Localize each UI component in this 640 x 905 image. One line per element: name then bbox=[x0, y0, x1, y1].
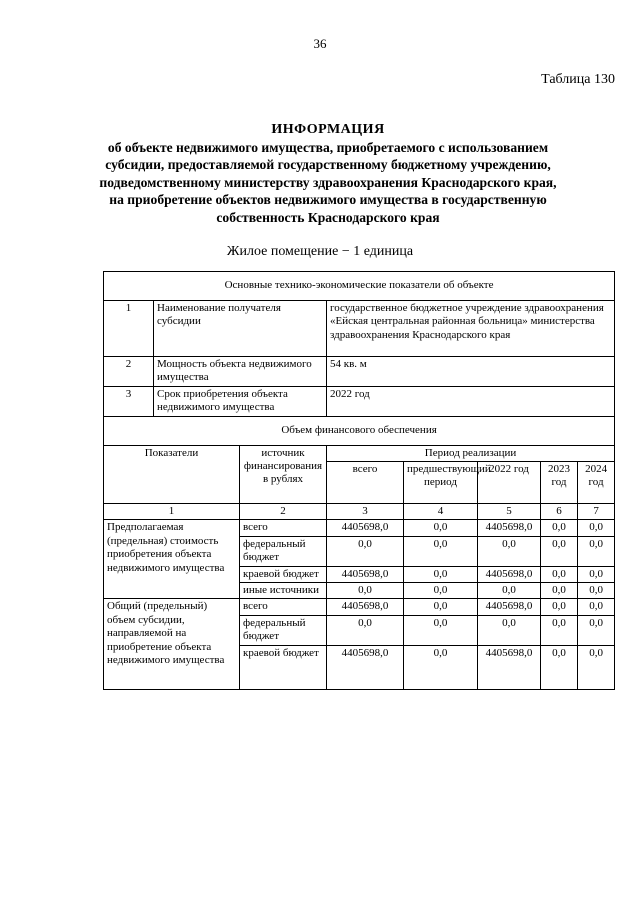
value-cell: 0,0 bbox=[578, 536, 615, 566]
source-cell: федеральный бюджет bbox=[240, 615, 327, 645]
column-number: 4 bbox=[404, 504, 478, 520]
column-number: 6 bbox=[541, 504, 578, 520]
fin-header-row bbox=[104, 445, 615, 461]
source-cell: всего bbox=[240, 520, 327, 536]
table-row bbox=[104, 599, 615, 615]
document-title: ИНФОРМАЦИЯ bbox=[271, 122, 385, 137]
info-row-value: 54 кв. м bbox=[327, 357, 615, 387]
info-row-label: Наименование получателя субсидии bbox=[154, 301, 327, 357]
header-previous: предшествующий период bbox=[404, 462, 478, 504]
column-number: 1 bbox=[104, 504, 240, 520]
value-cell: 0,0 bbox=[578, 566, 615, 582]
header-total: всего bbox=[327, 462, 404, 504]
indicator-cell: Предполагаемая (предельная) стоимость приобретения объекта недвижимого имущества bbox=[104, 520, 240, 599]
column-number: 7 bbox=[578, 504, 615, 520]
value-cell: 0,0 bbox=[404, 615, 478, 645]
value-cell: 0,0 bbox=[541, 645, 578, 689]
source-cell: краевой бюджет bbox=[240, 566, 327, 582]
value-cell: 0,0 bbox=[478, 536, 541, 566]
info-row-label: Мощность объекта недвижимого имущества bbox=[154, 357, 327, 387]
section2-header: Объем финансового обеспечения bbox=[104, 416, 615, 445]
value-cell: 4405698,0 bbox=[478, 566, 541, 582]
value-cell: 0,0 bbox=[578, 599, 615, 615]
info-row bbox=[104, 301, 615, 357]
source-cell: федеральный бюджет bbox=[240, 536, 327, 566]
source-cell: всего bbox=[240, 599, 327, 615]
indicator-cell: Общий (предельный) объем субсидии, направляемой на приобретение объекта недвижимого имущества bbox=[104, 599, 240, 689]
value-cell: 0,0 bbox=[541, 615, 578, 645]
info-row-number: 3 bbox=[104, 386, 154, 416]
source-cell: иные источники bbox=[240, 583, 327, 599]
value-cell: 0,0 bbox=[578, 645, 615, 689]
subtitle-line: собственность Краснодарского края bbox=[216, 209, 440, 225]
value-cell: 0,0 bbox=[404, 599, 478, 615]
value-cell: 4405698,0 bbox=[327, 599, 404, 615]
document-heading bbox=[88, 121, 568, 227]
info-table bbox=[103, 271, 615, 690]
subtitle-line: подведомственному министерству здравоохранения Краснодарского края, bbox=[99, 174, 557, 190]
info-row bbox=[104, 357, 615, 387]
value-cell: 0,0 bbox=[478, 583, 541, 599]
value-cell: 4405698,0 bbox=[327, 520, 404, 536]
section1-header: Основные технико-экономические показатели об объекте bbox=[104, 272, 615, 301]
value-cell: 0,0 bbox=[541, 583, 578, 599]
object-line: Жилое помещение − 1 единица bbox=[226, 244, 414, 259]
page-number: 36 bbox=[313, 36, 327, 51]
value-cell: 0,0 bbox=[327, 615, 404, 645]
value-cell: 4405698,0 bbox=[478, 599, 541, 615]
header-2022: 2022 год bbox=[478, 462, 541, 504]
value-cell: 0,0 bbox=[578, 615, 615, 645]
table-row bbox=[104, 520, 615, 536]
value-cell: 4405698,0 bbox=[327, 645, 404, 689]
value-cell: 0,0 bbox=[404, 645, 478, 689]
value-cell: 0,0 bbox=[327, 583, 404, 599]
header-2024: 2024 год bbox=[578, 462, 615, 504]
section1-header-row bbox=[104, 272, 615, 301]
value-cell: 0,0 bbox=[541, 536, 578, 566]
column-number: 5 bbox=[478, 504, 541, 520]
value-cell: 0,0 bbox=[404, 583, 478, 599]
info-row-number: 2 bbox=[104, 357, 154, 387]
header-period: Период реализации bbox=[327, 445, 615, 461]
info-row-value: государственное бюджетное учреждение здравоохранения «Ейская центральная районная больница» министерства здравоохранения Краснодарского края bbox=[327, 301, 615, 357]
value-cell: 0,0 bbox=[541, 520, 578, 536]
section2-header-row bbox=[104, 416, 615, 445]
value-cell: 0,0 bbox=[404, 566, 478, 582]
info-row-label: Срок приобретения объекта недвижимого имущества bbox=[154, 386, 327, 416]
column-number: 2 bbox=[240, 504, 327, 520]
header-indicators: Показатели bbox=[104, 445, 240, 503]
value-cell: 0,0 bbox=[541, 599, 578, 615]
value-cell: 0,0 bbox=[541, 566, 578, 582]
subtitle-line: об объекте недвижимого имущества, приобретаемого с использованием bbox=[107, 139, 549, 155]
value-cell: 4405698,0 bbox=[478, 645, 541, 689]
value-cell: 4405698,0 bbox=[478, 520, 541, 536]
table-number: Таблица 130 bbox=[541, 72, 615, 87]
value-cell: 0,0 bbox=[578, 583, 615, 599]
info-row-number: 1 bbox=[104, 301, 154, 357]
info-row bbox=[104, 386, 615, 416]
value-cell: 0,0 bbox=[478, 615, 541, 645]
subtitle-line: на приобретение объектов недвижимого имущества в государственную bbox=[109, 192, 547, 208]
value-cell: 0,0 bbox=[578, 520, 615, 536]
header-source: источник финансирования в рублях bbox=[240, 445, 327, 503]
info-row-value: 2022 год bbox=[327, 386, 615, 416]
column-number: 3 bbox=[327, 504, 404, 520]
subtitle-line: субсидии, предоставляемой государственному бюджетному учреждению, bbox=[105, 157, 551, 173]
source-cell: краевой бюджет bbox=[240, 645, 327, 689]
column-number-row bbox=[104, 504, 615, 520]
value-cell: 0,0 bbox=[404, 520, 478, 536]
header-2023: 2023 год bbox=[541, 462, 578, 504]
value-cell: 0,0 bbox=[327, 536, 404, 566]
value-cell: 0,0 bbox=[404, 536, 478, 566]
value-cell: 4405698,0 bbox=[327, 566, 404, 582]
